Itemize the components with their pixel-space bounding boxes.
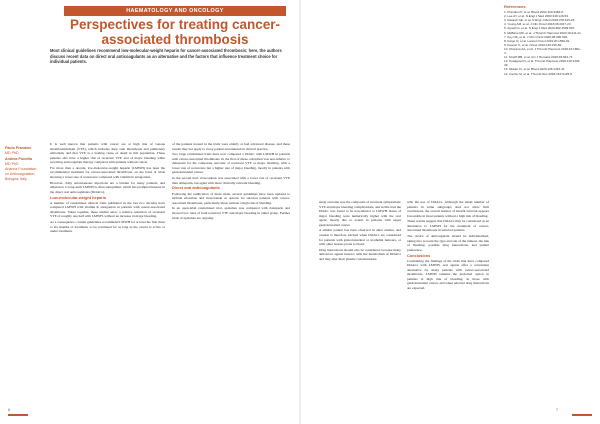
paragraph: For more than a decade, low-molecular-weight heparin (LMWH) has been the recommended treatment for cancer-associated thrombosis, on the basis of trials showing a lower rate of recurrence compared with vitamin K antagonists. bbox=[50, 165, 165, 180]
reference-item: 12. Kraaijpoel N, et al. Thromb Haemost 2018;118:1439-49. bbox=[504, 59, 581, 68]
paragraph: However, daily subcutaneous injections are a burden for many patients, and adherence to long-term LMWH is often suboptimal, which has prompted interest in the direct oral anticoagulants (DOACs). bbox=[50, 180, 165, 194]
author-2 bbox=[5, 157, 41, 166]
reference-item: 9. Kearon C, et al. Chest 2016;149:315-52. bbox=[504, 42, 563, 47]
reference-item: 4. Young AM, et al. J Clin Oncol 2018;36:2017-23. bbox=[504, 22, 572, 27]
author-name: Andrea Piovella bbox=[5, 157, 32, 162]
blank-area bbox=[319, 6, 489, 196]
reference-item: 7. Key NS, et al. J Clin Oncol 2020;38:496-520. bbox=[504, 34, 569, 39]
reference-item: 13. Mulder FI, et al. Blood 2020;136:1433-41. bbox=[504, 67, 566, 72]
reference-item: 6. McBane RD, et al. J Thromb Haemost 2020;18:411-21. bbox=[504, 30, 582, 35]
page-accent-bar bbox=[8, 414, 28, 416]
paragraph: It is well known that patients with cancer are at high risk of venous thromboembolism (VTE), which includes deep vein thrombosis and pulmonary embolism, and that VTE is a leading cause of death in this population. These patients also have a higher risk of recurrent VTE and of major bleeding while receiving anticoagulant therapy compared with patients without cancer. bbox=[50, 142, 165, 165]
paragraph: As a consequence, current guidelines recommend LMWH for at least the first three to six months of treatment, to be continued for as long as the cancer is active or under treatment. bbox=[50, 220, 165, 234]
subheading: Low-molecular-weight heparin bbox=[50, 194, 107, 200]
author-role: MD PhD bbox=[5, 161, 19, 166]
page-number: 7 bbox=[556, 408, 558, 412]
reference-item: 11. Streiff MB, et al. Am J Hematol 2018;93:664-71. bbox=[504, 55, 574, 60]
reference-item: 5. Agnelli G, et al. N Engl J Med 2020;382:1599-607. bbox=[504, 26, 576, 31]
body-column-3 bbox=[319, 200, 401, 263]
author-affiliation bbox=[5, 167, 41, 181]
subheading: Conclusions bbox=[407, 252, 431, 258]
section-header: HAEMATOLOGY AND ONCOLOGY bbox=[64, 6, 286, 16]
article-standfirst: Most clinical guidelines recommend low-molecular-weight heparin for cancer-associated thrombosis; here, the authors discuss recent data on direct oral anticoagulants as an alternative and the factors that influence treatment choice for individual patients. bbox=[50, 48, 282, 65]
paragraph: In the second trial, rivaroxaban was associated with a lower rate of recurrent VTE than dalteparin, but again with more clinically relevant bleeding. bbox=[172, 176, 290, 185]
reference-item: 10. Khorana AA, et al. J Thromb Haemost 2018;16:1891-4. bbox=[504, 46, 581, 56]
paragraph: A similar pattern has been observed in other studies, and caution is therefore advised when DOACs are considered for patients with gastrointestinal or urothelial tumours, or with other lesions prone to bleed. bbox=[319, 228, 401, 247]
paragraph: of the patients treated in the trials were elderly or had advanced disease, and these results may not apply to every patient encountered in clinical practice. bbox=[172, 142, 290, 151]
body-column-2 bbox=[172, 142, 290, 221]
author-name: Paolo Prandoni bbox=[5, 146, 32, 150]
article-title: Perspectives for treating cancer-associated thrombosis bbox=[69, 17, 281, 47]
author-1 bbox=[5, 146, 41, 155]
subheading: Direct oral anticoagulants bbox=[172, 185, 220, 191]
paragraph: Considering the findings of the trials that have compared DOACs with LMWH, oral agents offer a convenient alternative for many patients with cancer-associated thrombosis. LMWH remains the preferred option in patients at high risk of bleeding, in those with gastrointestinal cancer, and when relevant drug interactions are expected. bbox=[407, 258, 489, 290]
reference-item: 2. Lee AY, et al. N Engl J Med 2003;349:146-53. bbox=[504, 14, 569, 19]
reference-item: 1. Prandoni P, et al. Blood 2002;100:3484-8. bbox=[504, 10, 564, 15]
reference-item: 14. Carrier M, et al. Thromb Res 2018;164:S125-8. bbox=[504, 71, 573, 76]
paragraph: In an open-label randomised trial, apixaban was compared with dalteparin and showed low rates of both recurrent VTE and major bleeding in either group. Further trials of apixaban are ongoing. bbox=[172, 206, 290, 220]
paragraph: study outcome was the composite of recurrent symptomatic VTE and major bleeding complications, and in this trial the DOAC was found to be non-inferior to LMWH. Rates of major bleeding were numerically higher with the oral agent, mostly due to events in patients with upper gastrointestinal cancer. bbox=[319, 200, 402, 227]
paragraph: Drug interactions should also be considered, because many anticancer agents interact with the metabolism of DOACs and may alter their plasma concentrations. bbox=[319, 247, 401, 261]
paragraph: The choice of anticoagulant should be individualised, taking into account the type and site of the tumour, the risk of bleeding, possible drug interactions, and patient preference. bbox=[407, 234, 489, 252]
paragraph: A number of randomised clinical trials published in the last two decades have compared LMWH with vitamin K antagonists in patients with cancer-associated thrombosis. Taken together, these studies show a relative reduction of recurrent VTE of roughly one half with LMWH, without an increase in major bleeding. bbox=[50, 200, 165, 219]
author-role: MD PhD bbox=[5, 150, 19, 155]
reference-item: 3. Raskob GE, et al. N Engl J Med 2018;378:615-24. bbox=[504, 18, 576, 23]
page-gutter bbox=[299, 0, 301, 424]
paragraph: Following the publication of these trials, several guidelines have been updated to include edoxaban and rivaroxaban as options for selected patients with cancer-associated thrombosis, particularly those without a high risk of bleeding. bbox=[172, 191, 290, 205]
affiliation-text: Arianna Foundation on Anticoagulation, Bologna, Italy bbox=[5, 167, 37, 181]
body-column-1 bbox=[50, 142, 165, 235]
paragraph: These results suggest that DOACs may be considered as an alternative to LMWH for the treatment of cancer-associated thrombosis in selected patients. bbox=[407, 219, 489, 233]
author-block bbox=[5, 146, 41, 181]
references-list bbox=[504, 10, 582, 76]
reference-item: 8. Farge D, et al. Lancet Oncol 2019;20:e566-81. bbox=[504, 38, 571, 43]
paragraph: with the use of DOACs. Although the small number of patients in some subgroups does not allow firm conclusions, the overall balance of benefit and risk appears favourable in most patients without a high risk of bleeding. bbox=[407, 200, 489, 218]
page-number: 6 bbox=[8, 408, 10, 412]
page-accent-bar bbox=[572, 414, 592, 416]
references-sidebar bbox=[504, 5, 582, 76]
references-heading: References bbox=[504, 4, 526, 9]
body-column-4 bbox=[407, 200, 489, 292]
paragraph: Two large randomised trials have now compared a DOAC with LMWH in patients with cancer-associated thrombosis. In the first of these, edoxaban was non-inferior to dalteparin for the composite outcome of recurrent VTE or major bleeding, with a lower rate of recurrence but a higher rate of major bleeding, mostly in patients with gastrointestinal cancer. bbox=[172, 152, 290, 175]
